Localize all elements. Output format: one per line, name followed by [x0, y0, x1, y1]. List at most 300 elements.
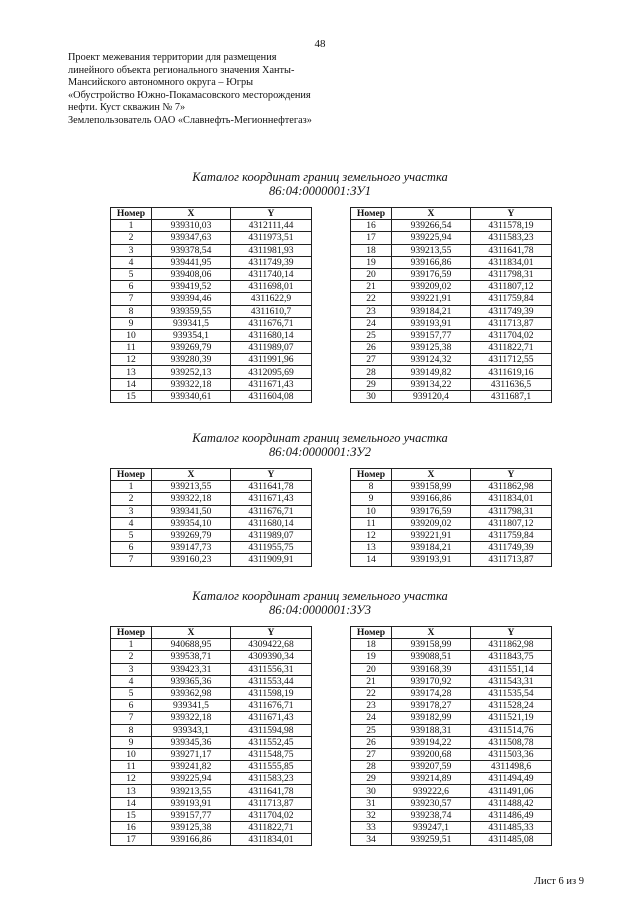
table-row [351, 724, 552, 736]
table-row [351, 712, 552, 724]
x-coordinate-cell: 939168,39 [392, 663, 471, 675]
header-line: нефти. Куст скважин № 7» [68, 102, 186, 114]
x-coordinate-cell: 939271,17 [152, 748, 231, 760]
column-header-y-coordinate: Y [471, 627, 552, 639]
y-coordinate-cell: 4311680,14 [231, 517, 312, 529]
header-line: линейного объекта регионального значения Ханты- [68, 64, 295, 76]
x-coordinate-cell: 939269,79 [152, 529, 231, 541]
point-number-cell: 22 [351, 293, 392, 305]
point-number-cell: 8 [111, 724, 152, 736]
y-coordinate-cell: 4311704,02 [471, 329, 552, 341]
y-coordinate-cell: 4311486,49 [471, 809, 552, 821]
coord-table-zu2-right [350, 468, 552, 567]
column-header-x-coordinate: X [392, 627, 471, 639]
point-number-cell: 5 [111, 687, 152, 699]
y-coordinate-cell: 4311521,19 [471, 712, 552, 724]
table-row [111, 761, 312, 773]
point-number-cell: 22 [351, 687, 392, 699]
catalog-title-line: Каталог координат границ земельного участка [192, 431, 448, 445]
x-coordinate-cell: 939280,39 [152, 354, 231, 366]
point-number-cell: 1 [111, 639, 152, 651]
x-coordinate-cell: 939441,95 [152, 256, 231, 268]
y-coordinate-cell: 4311641,78 [471, 244, 552, 256]
x-coordinate-cell: 939157,77 [392, 329, 471, 341]
table-row [111, 342, 312, 354]
header-line: Проект межевания территории для размещения [68, 52, 277, 63]
table-row [351, 785, 552, 797]
point-number-cell: 17 [111, 834, 152, 846]
x-coordinate-cell: 939345,36 [152, 736, 231, 748]
y-coordinate-cell: 4311981,93 [231, 244, 312, 256]
table-row [111, 378, 312, 390]
y-coordinate-cell: 4311834,01 [231, 834, 312, 846]
y-coordinate-cell: 4311759,84 [471, 293, 552, 305]
y-coordinate-cell: 4311636,5 [471, 378, 552, 390]
y-coordinate-cell: 4311843,75 [471, 651, 552, 663]
y-coordinate-cell: 4311676,71 [231, 700, 312, 712]
point-number-cell: 5 [111, 268, 152, 280]
x-coordinate-cell: 939209,02 [392, 281, 471, 293]
table-row [111, 505, 312, 517]
x-coordinate-cell: 939252,13 [152, 366, 231, 378]
x-coordinate-cell: 939341,5 [152, 317, 231, 329]
x-coordinate-cell: 939200,68 [392, 748, 471, 760]
x-coordinate-cell: 939221,91 [392, 529, 471, 541]
x-coordinate-cell: 939149,82 [392, 366, 471, 378]
y-coordinate-cell: 4311989,07 [231, 342, 312, 354]
point-number-cell: 13 [111, 366, 152, 378]
table-row [111, 244, 312, 256]
y-coordinate-cell: 4309390,34 [231, 651, 312, 663]
y-coordinate-cell: 4311798,31 [471, 268, 552, 280]
column-header-y-coordinate: Y [231, 208, 312, 220]
table-row [111, 785, 312, 797]
x-coordinate-cell: 939322,18 [152, 712, 231, 724]
x-coordinate-cell: 939359,55 [152, 305, 231, 317]
x-coordinate-cell: 939213,55 [392, 244, 471, 256]
x-coordinate-cell: 939362,98 [152, 687, 231, 699]
table-row [351, 554, 552, 566]
x-coordinate-cell: 939310,03 [152, 220, 231, 232]
y-coordinate-cell: 4311822,71 [471, 342, 552, 354]
y-coordinate-cell: 4311485,08 [471, 834, 552, 846]
y-coordinate-cell: 4311514,76 [471, 724, 552, 736]
table-header-row [351, 208, 552, 220]
point-number-cell: 9 [111, 736, 152, 748]
x-coordinate-cell: 939182,99 [392, 712, 471, 724]
point-number-cell: 27 [351, 748, 392, 760]
x-coordinate-cell: 939147,73 [152, 542, 231, 554]
column-header-x-coordinate: X [152, 469, 231, 481]
table-row [111, 822, 312, 834]
coord-table-zu3-right [350, 626, 552, 846]
table-row [351, 342, 552, 354]
y-coordinate-cell: 4311556,31 [231, 663, 312, 675]
y-coordinate-cell: 4311494,49 [471, 773, 552, 785]
table-row [111, 317, 312, 329]
point-number-cell: 23 [351, 700, 392, 712]
point-number-cell: 26 [351, 736, 392, 748]
point-number-cell: 30 [351, 390, 392, 402]
y-coordinate-cell: 4311535,54 [471, 687, 552, 699]
table-header-row [351, 469, 552, 481]
header-line: «Обустройство Южно-Покамасовского месторождения [68, 89, 311, 101]
x-coordinate-cell: 939193,91 [152, 797, 231, 809]
column-header-point-number: Номер [351, 469, 392, 481]
point-number-cell: 21 [351, 281, 392, 293]
table-row [111, 329, 312, 341]
catalog-title-zu1 [0, 170, 640, 198]
coord-table-zu1-right [350, 207, 552, 403]
point-number-cell: 29 [351, 378, 392, 390]
catalog-cadastral-number: 86:04:0000001:ЗУ1 [269, 184, 371, 198]
y-coordinate-cell: 4311822,71 [231, 822, 312, 834]
table-row [351, 293, 552, 305]
y-coordinate-cell: 4309422,68 [231, 639, 312, 651]
y-coordinate-cell: 4311551,14 [471, 663, 552, 675]
y-coordinate-cell: 4311713,87 [471, 317, 552, 329]
column-header-x-coordinate: X [152, 208, 231, 220]
y-coordinate-cell: 4311955,75 [231, 542, 312, 554]
y-coordinate-cell: 4311680,14 [231, 329, 312, 341]
y-coordinate-cell: 4311671,43 [231, 493, 312, 505]
table-row [111, 293, 312, 305]
column-header-x-coordinate: X [392, 208, 471, 220]
y-coordinate-cell: 4311740,14 [231, 268, 312, 280]
catalog-title-line: Каталог координат границ земельного участка [192, 170, 448, 184]
y-coordinate-cell: 4311834,01 [471, 256, 552, 268]
x-coordinate-cell: 939230,57 [392, 797, 471, 809]
y-coordinate-cell: 4311641,78 [231, 785, 312, 797]
table-row [351, 281, 552, 293]
y-coordinate-cell: 4311543,31 [471, 675, 552, 687]
y-coordinate-cell: 4311583,23 [231, 773, 312, 785]
y-coordinate-cell: 4311749,39 [471, 305, 552, 317]
catalog-title-zu3 [0, 589, 640, 617]
table-row [111, 712, 312, 724]
table-row [111, 366, 312, 378]
table-row [351, 366, 552, 378]
table-row [351, 244, 552, 256]
x-coordinate-cell: 939178,27 [392, 700, 471, 712]
y-coordinate-cell: 4311676,71 [231, 317, 312, 329]
y-coordinate-cell: 4311622,9 [231, 293, 312, 305]
point-number-cell: 13 [351, 542, 392, 554]
table-row [111, 651, 312, 663]
point-number-cell: 25 [351, 329, 392, 341]
column-header-y-coordinate: Y [471, 208, 552, 220]
x-coordinate-cell: 939365,36 [152, 675, 231, 687]
table-row [351, 736, 552, 748]
point-number-cell: 4 [111, 517, 152, 529]
table-row [351, 687, 552, 699]
y-coordinate-cell: 4311713,87 [471, 554, 552, 566]
page-number: 48 [314, 38, 326, 50]
point-number-cell: 20 [351, 268, 392, 280]
table-row [351, 505, 552, 517]
table-row [351, 773, 552, 785]
x-coordinate-cell: 939225,94 [392, 232, 471, 244]
point-number-cell: 6 [111, 542, 152, 554]
y-coordinate-cell: 4311578,19 [471, 220, 552, 232]
point-number-cell: 31 [351, 797, 392, 809]
x-coordinate-cell: 939423,31 [152, 663, 231, 675]
table-row [351, 390, 552, 402]
y-coordinate-cell: 4311909,91 [231, 554, 312, 566]
table-row [351, 305, 552, 317]
project-header [68, 52, 368, 128]
table-row [111, 232, 312, 244]
point-number-cell: 19 [351, 651, 392, 663]
table-row [351, 256, 552, 268]
point-number-cell: 7 [111, 554, 152, 566]
x-coordinate-cell: 939378,54 [152, 244, 231, 256]
y-coordinate-cell: 4311553,44 [231, 675, 312, 687]
x-coordinate-cell: 939343,1 [152, 724, 231, 736]
table-row [351, 822, 552, 834]
y-coordinate-cell: 4311498,6 [471, 761, 552, 773]
column-header-y-coordinate: Y [231, 627, 312, 639]
point-number-cell: 3 [111, 505, 152, 517]
catalog-title-line: Каталог координат границ земельного участка [192, 589, 448, 603]
point-number-cell: 20 [351, 663, 392, 675]
y-coordinate-cell: 4311991,96 [231, 354, 312, 366]
x-coordinate-cell: 939221,91 [392, 293, 471, 305]
point-number-cell: 6 [111, 700, 152, 712]
x-coordinate-cell: 939193,91 [392, 554, 471, 566]
table-row [111, 517, 312, 529]
header-line: Мансийского автономного округа – Югры [68, 77, 254, 89]
table-row [351, 809, 552, 821]
x-coordinate-cell: 939125,38 [152, 822, 231, 834]
table-row [351, 797, 552, 809]
point-number-cell: 8 [351, 481, 392, 493]
point-number-cell: 15 [111, 809, 152, 821]
x-coordinate-cell: 939158,99 [392, 481, 471, 493]
table-row [111, 481, 312, 493]
point-number-cell: 28 [351, 761, 392, 773]
table-row [351, 517, 552, 529]
point-number-cell: 10 [111, 748, 152, 760]
x-coordinate-cell: 939088,51 [392, 651, 471, 663]
point-number-cell: 6 [111, 281, 152, 293]
table-header-row [111, 627, 312, 639]
x-coordinate-cell: 939341,50 [152, 505, 231, 517]
y-coordinate-cell: 4311491,06 [471, 785, 552, 797]
point-number-cell: 26 [351, 342, 392, 354]
table-row [351, 378, 552, 390]
point-number-cell: 14 [111, 797, 152, 809]
point-number-cell: 11 [111, 761, 152, 773]
point-number-cell: 23 [351, 305, 392, 317]
table-row [111, 809, 312, 821]
table-header-row [111, 469, 312, 481]
point-number-cell: 5 [111, 529, 152, 541]
point-number-cell: 12 [111, 354, 152, 366]
x-coordinate-cell: 939158,99 [392, 639, 471, 651]
point-number-cell: 27 [351, 354, 392, 366]
point-number-cell: 16 [351, 220, 392, 232]
x-coordinate-cell: 939124,32 [392, 354, 471, 366]
y-coordinate-cell: 4311713,87 [231, 797, 312, 809]
x-coordinate-cell: 939170,92 [392, 675, 471, 687]
x-coordinate-cell: 939322,18 [152, 493, 231, 505]
table-row [111, 663, 312, 675]
table-row [111, 542, 312, 554]
table-row [351, 639, 552, 651]
table-row [351, 529, 552, 541]
x-coordinate-cell: 939408,06 [152, 268, 231, 280]
y-coordinate-cell: 4311712,55 [471, 354, 552, 366]
point-number-cell: 9 [351, 493, 392, 505]
point-number-cell: 13 [111, 785, 152, 797]
x-coordinate-cell: 939166,86 [392, 493, 471, 505]
y-coordinate-cell: 4311485,33 [471, 822, 552, 834]
table-row [111, 797, 312, 809]
point-number-cell: 10 [351, 505, 392, 517]
column-header-point-number: Номер [111, 469, 152, 481]
y-coordinate-cell: 4311807,12 [471, 517, 552, 529]
point-number-cell: 9 [111, 317, 152, 329]
y-coordinate-cell: 4312111,44 [231, 220, 312, 232]
y-coordinate-cell: 4311698,01 [231, 281, 312, 293]
x-coordinate-cell: 939269,79 [152, 342, 231, 354]
point-number-cell: 28 [351, 366, 392, 378]
y-coordinate-cell: 4311759,84 [471, 529, 552, 541]
coord-table-zu2-left [110, 468, 312, 567]
column-header-point-number: Номер [351, 627, 392, 639]
y-coordinate-cell: 4311583,23 [471, 232, 552, 244]
column-header-point-number: Номер [111, 627, 152, 639]
table-row [351, 232, 552, 244]
x-coordinate-cell: 939354,1 [152, 329, 231, 341]
x-coordinate-cell: 939120,4 [392, 390, 471, 402]
table-header-row [351, 627, 552, 639]
y-coordinate-cell: 4311598,19 [231, 687, 312, 699]
y-coordinate-cell: 4311704,02 [231, 809, 312, 821]
column-header-y-coordinate: Y [231, 469, 312, 481]
y-coordinate-cell: 4311594,98 [231, 724, 312, 736]
point-number-cell: 10 [111, 329, 152, 341]
table-row [351, 329, 552, 341]
table-row [351, 761, 552, 773]
table-row [111, 773, 312, 785]
y-coordinate-cell: 4311687,1 [471, 390, 552, 402]
x-coordinate-cell: 939238,74 [392, 809, 471, 821]
point-number-cell: 1 [111, 220, 152, 232]
y-coordinate-cell: 4311973,51 [231, 232, 312, 244]
x-coordinate-cell: 939266,54 [392, 220, 471, 232]
table-row [351, 675, 552, 687]
y-coordinate-cell: 4311798,31 [471, 505, 552, 517]
table-row [111, 687, 312, 699]
x-coordinate-cell: 939213,55 [152, 785, 231, 797]
x-coordinate-cell: 939322,18 [152, 378, 231, 390]
catalog-title-zu2 [0, 431, 640, 459]
point-number-cell: 4 [111, 256, 152, 268]
point-number-cell: 4 [111, 675, 152, 687]
table-row [111, 724, 312, 736]
x-coordinate-cell: 939157,77 [152, 809, 231, 821]
point-number-cell: 12 [111, 773, 152, 785]
x-coordinate-cell: 939538,71 [152, 651, 231, 663]
x-coordinate-cell: 939394,46 [152, 293, 231, 305]
point-number-cell: 15 [111, 390, 152, 402]
x-coordinate-cell: 939166,86 [152, 834, 231, 846]
table-row [111, 834, 312, 846]
x-coordinate-cell: 939213,55 [152, 481, 231, 493]
point-number-cell: 2 [111, 232, 152, 244]
column-header-point-number: Номер [351, 208, 392, 220]
y-coordinate-cell: 4311749,39 [471, 542, 552, 554]
point-number-cell: 7 [111, 712, 152, 724]
point-number-cell: 3 [111, 663, 152, 675]
table-row [351, 663, 552, 675]
table-row [111, 281, 312, 293]
point-number-cell: 14 [351, 554, 392, 566]
catalog-cadastral-number: 86:04:0000001:ЗУ2 [269, 445, 371, 459]
point-number-cell: 24 [351, 712, 392, 724]
x-coordinate-cell: 939259,51 [392, 834, 471, 846]
x-coordinate-cell: 939184,21 [392, 305, 471, 317]
table-row [111, 700, 312, 712]
table-row [111, 268, 312, 280]
x-coordinate-cell: 939347,63 [152, 232, 231, 244]
catalog-cadastral-number: 86:04:0000001:ЗУ3 [269, 603, 371, 617]
table-row [111, 390, 312, 402]
point-number-cell: 3 [111, 244, 152, 256]
point-number-cell: 19 [351, 256, 392, 268]
x-coordinate-cell: 939193,91 [392, 317, 471, 329]
x-coordinate-cell: 939194,22 [392, 736, 471, 748]
coord-table-zu3-left [110, 626, 312, 846]
y-coordinate-cell: 4311641,78 [231, 481, 312, 493]
coord-table-zu1-left [110, 207, 312, 403]
point-number-cell: 18 [351, 639, 392, 651]
y-coordinate-cell: 4311488,42 [471, 797, 552, 809]
x-coordinate-cell: 940688,95 [152, 639, 231, 651]
table-row [111, 748, 312, 760]
y-coordinate-cell: 4311989,07 [231, 529, 312, 541]
table-row [351, 542, 552, 554]
y-coordinate-cell: 4311862,98 [471, 639, 552, 651]
y-coordinate-cell: 4311503,36 [471, 748, 552, 760]
table-row [351, 317, 552, 329]
table-row [351, 268, 552, 280]
y-coordinate-cell: 4311528,24 [471, 700, 552, 712]
point-number-cell: 24 [351, 317, 392, 329]
sheet-counter: Лист 6 из 9 [533, 876, 584, 887]
point-number-cell: 2 [111, 651, 152, 663]
point-number-cell: 21 [351, 675, 392, 687]
table-row [111, 354, 312, 366]
x-coordinate-cell: 939354,10 [152, 517, 231, 529]
table-row [111, 493, 312, 505]
point-number-cell: 18 [351, 244, 392, 256]
point-number-cell: 1 [111, 481, 152, 493]
table-row [351, 651, 552, 663]
y-coordinate-cell: 4311671,43 [231, 712, 312, 724]
y-coordinate-cell: 4311555,85 [231, 761, 312, 773]
point-number-cell: 11 [351, 517, 392, 529]
point-number-cell: 32 [351, 809, 392, 821]
column-header-point-number: Номер [111, 208, 152, 220]
y-coordinate-cell: 4311610,7 [231, 305, 312, 317]
point-number-cell: 29 [351, 773, 392, 785]
x-coordinate-cell: 939419,52 [152, 281, 231, 293]
x-coordinate-cell: 939209,02 [392, 517, 471, 529]
x-coordinate-cell: 939160,23 [152, 554, 231, 566]
